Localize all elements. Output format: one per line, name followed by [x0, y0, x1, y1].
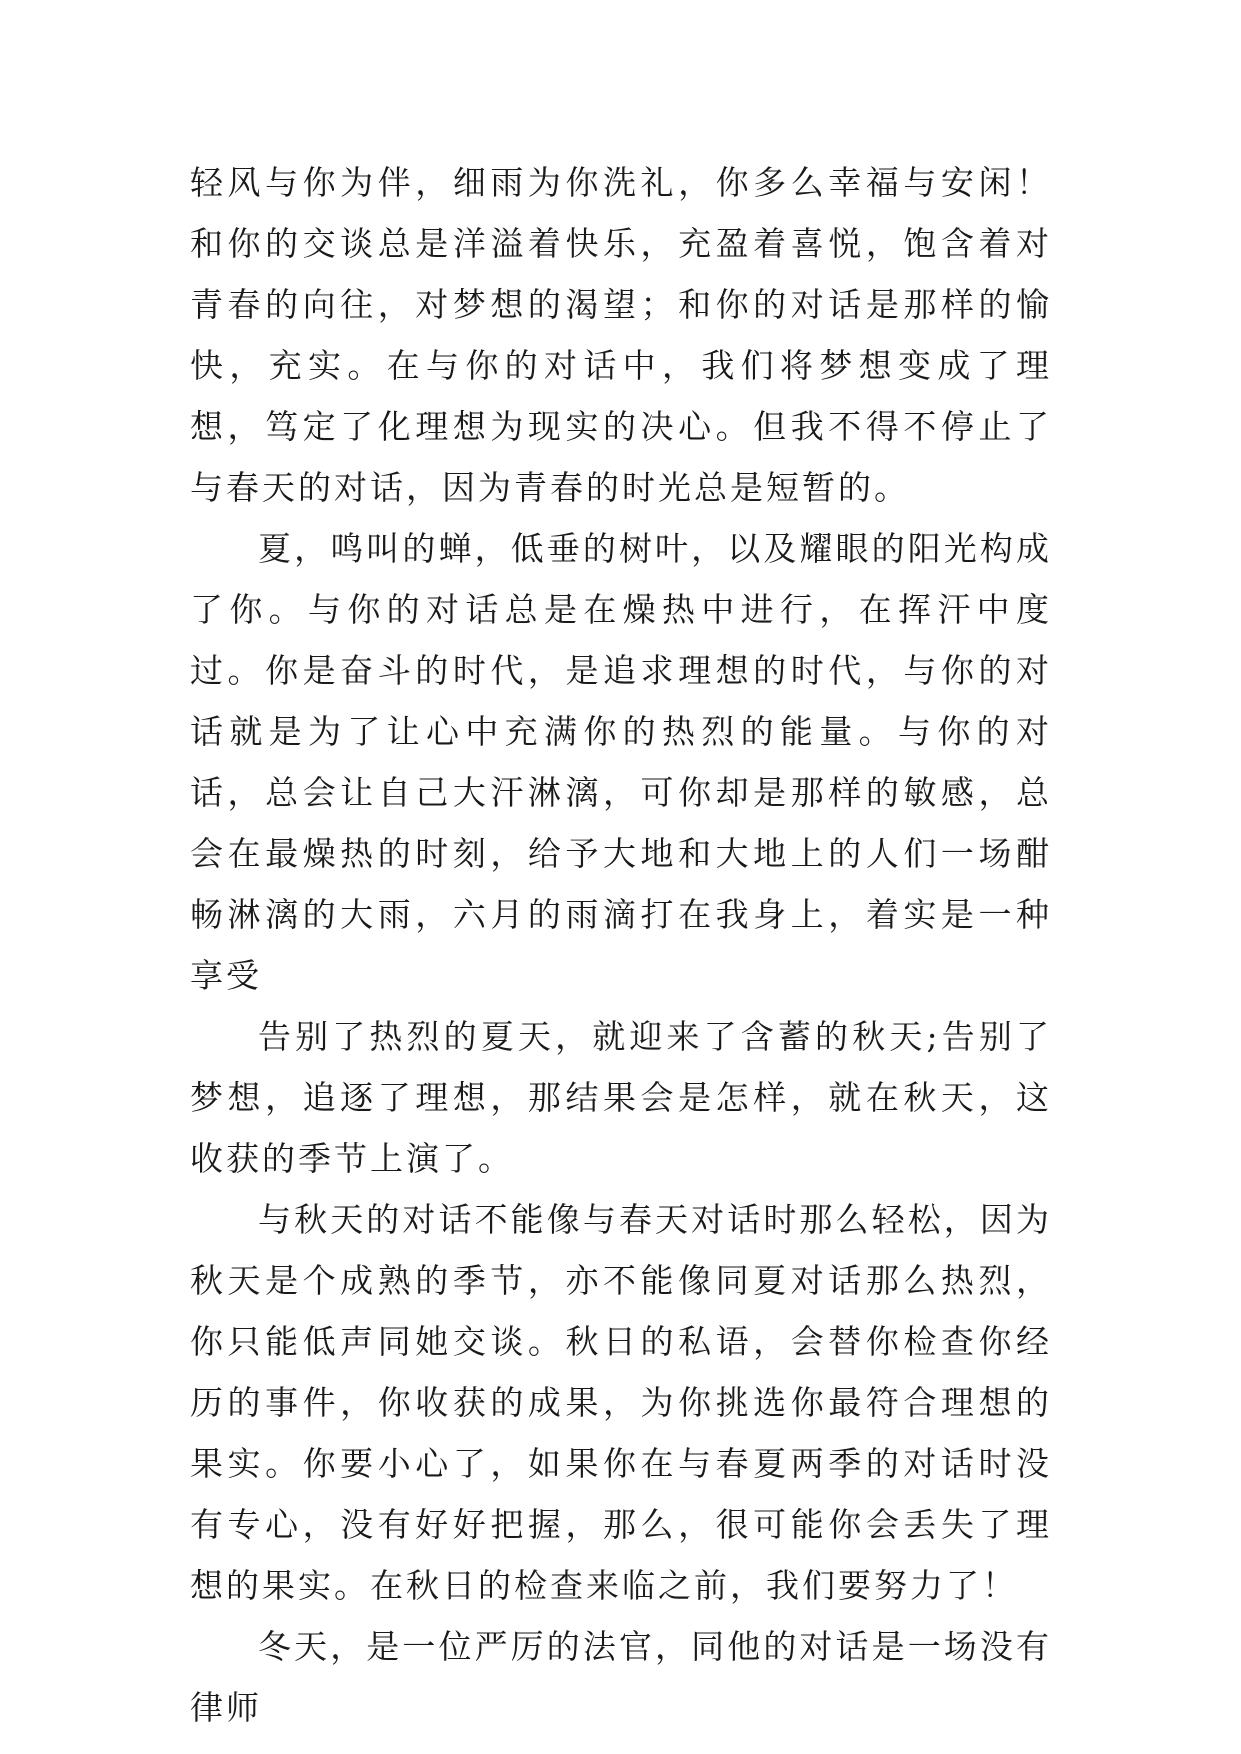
- paragraph-autumn-transition: 告别了热烈的夏天，就迎来了含蓄的秋天;告别了梦想，追逐了理想，那结果会是怎样，就在秋天，这收获的季节上演了。: [190, 1017, 1052, 1178]
- paragraph-summer: 夏，鸣叫的蝉，低垂的树叶，以及耀眼的阳光构成了你。与你的对话总是在燥热中进行，在挥汗中度过。你是奋斗的时代，是追求理想的时代，与你的对话就是为了让心中充满你的热烈的能量。与你的对话，总会让自己大汗淋漓，可你却是那样的敏感，总会在最燥热的时刻，给予大地和大地上的人们一场酣畅淋漓的大雨，六月的雨滴打在我身上，着实是一种享受: [190, 529, 1052, 995]
- paragraph-spring: 轻风与你为伴，细雨为你洗礼，你多么幸福与安闲！和你的交谈总是洋溢着快乐，充盈着喜悦，饱含着对青春的向往，对梦想的渴望；和你的对话是那样的愉快，充实。在与你的对话中，我们将梦想变成了理想，笃定了化理想为现实的决心。但我不得不停止了与春天的对话，因为青春的时光总是短暂的。: [190, 163, 1052, 507]
- paragraph-winter: 冬天，是一位严厉的法官，同他的对话是一场没有律师: [190, 1627, 1052, 1727]
- essay-body: [190, 152, 1052, 1738]
- paragraph-autumn: 与秋天的对话不能像与春天对话时那么轻松，因为秋天是个成熟的季节，亦不能像同夏对话那么热烈，你只能低声同她交谈。秋日的私语，会替你检查你经历的事件，你收获的成果，为你挑选你最符合理想的果实。你要小心了，如果你在与春夏两季的对话时没有专心，没有好好把握，那么，很可能你会丢失了理想的果实。在秋日的检查来临之前，我们要努力了！: [190, 1200, 1052, 1605]
